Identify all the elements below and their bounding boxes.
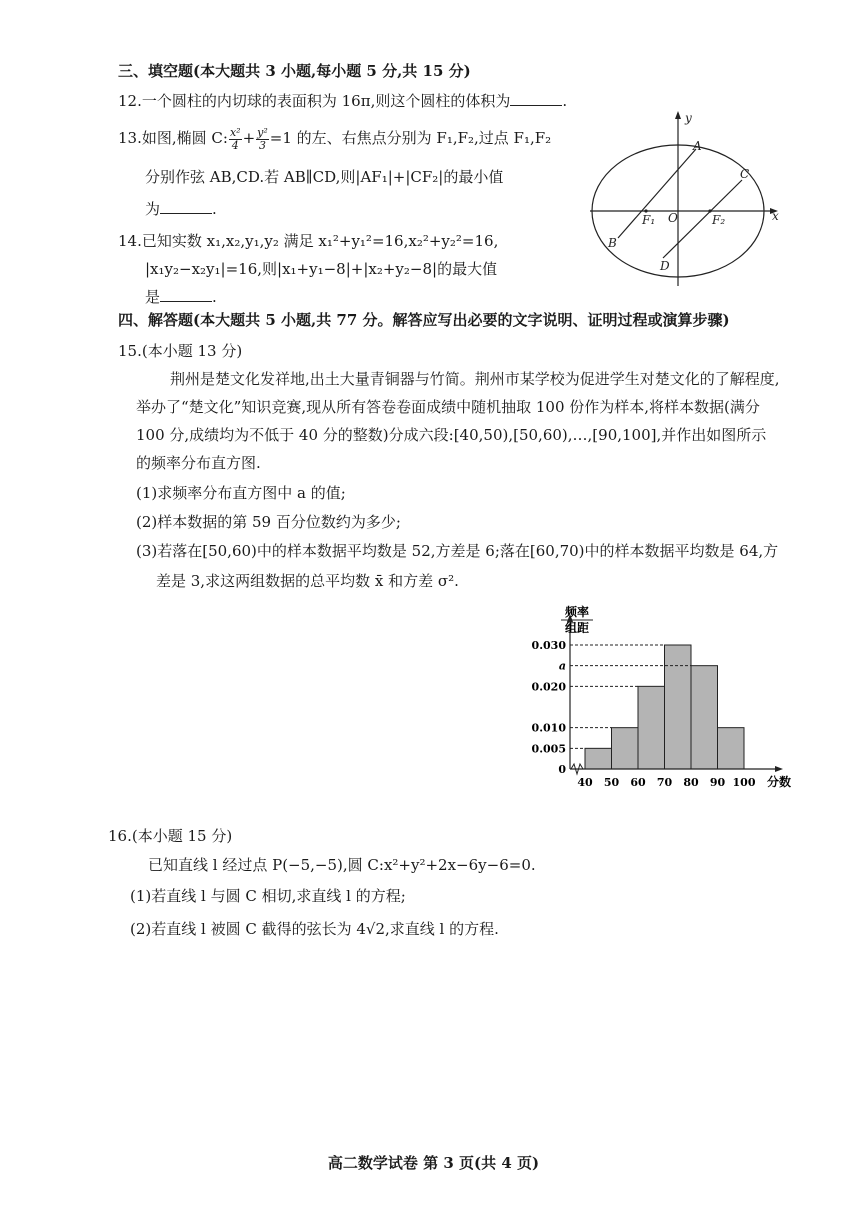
point-d-label: D <box>660 259 670 273</box>
x-tick-label: 40 <box>577 776 593 789</box>
question-12 <box>118 90 567 112</box>
x-tick-label: 60 <box>630 776 646 789</box>
histogram-bar <box>585 748 612 769</box>
point-a-label: A <box>693 139 702 153</box>
y-axis-label: y <box>685 111 692 125</box>
question-13-line2: 分别作弦 AB,CD.若 AB∥CD,则|AF₁|+|CF₂|的最小值 <box>145 168 504 186</box>
f1-label: F₁ <box>642 213 656 227</box>
histogram-bar <box>612 728 639 769</box>
page-footer: 高二数学试卷 第 3 页(共 4 页) <box>327 1154 540 1172</box>
q13-frac2 <box>256 127 269 152</box>
q13-frac2-den: 3 <box>258 138 266 152</box>
y-tick-label: 0.005 <box>531 742 566 756</box>
hist-x-axis-arrow <box>775 766 783 772</box>
hist-ylabel-top: 频率 <box>564 605 590 619</box>
q13-rest: =1 的左、右焦点分别为 F₁,F₂,过点 F₁,F₂ <box>269 129 552 147</box>
x-tick-label: 100 <box>732 776 756 789</box>
ellipse-figure <box>590 108 790 286</box>
origin-label: O <box>668 211 678 225</box>
q12-answer-blank <box>510 91 562 106</box>
y-tick-label: 0.010 <box>531 721 566 735</box>
q13-frac1 <box>229 127 242 152</box>
q15-sub3-cont: 差是 3,求这两组数据的总平均数 x̄ 和方差 σ². <box>156 572 459 590</box>
q15-para-line2: 举办了“楚文化”知识竞赛,现从所有答卷卷面成绩中随机抽取 100 份作为样本,将样本数据(满分 <box>136 398 760 416</box>
q12-text: 12.一个圆柱的内切球的表面积为 16π,则这个圆柱的体积为 <box>118 92 511 110</box>
q16-intro: 已知直线 l 经过点 P(−5,−5),圆 C:x²+y²+2x−6y−6=0. <box>148 856 536 874</box>
x-tick-label: 80 <box>683 776 699 789</box>
q15-sub2: (2)样本数据的第 59 百分位数约为多少; <box>136 513 401 531</box>
q15-head: 15.(本小题 13 分) <box>118 342 243 360</box>
y-tick-label: a <box>558 659 566 673</box>
y-tick-label: 0.020 <box>531 680 566 694</box>
q15-para-line3: 100 分,成绩均为不低于 40 分的整数)分成六段:[40,50),[50,60),…,[90,100],并作出如图所示 <box>136 426 767 444</box>
q15-sub1: (1)求频率分布直方图中 a 的值; <box>136 484 346 502</box>
section-4-header: 四、解答题(本大题共 5 小题,共 77 分。解答应写出必要的文字说明、证明过程或演算步骤) <box>118 311 730 329</box>
chord-ab <box>618 149 696 238</box>
f2-label: F₂ <box>712 213 726 227</box>
q12-end: . <box>562 92 568 110</box>
q16-head: 16.(本小题 15 分) <box>108 827 233 845</box>
question-13-line1 <box>118 123 551 153</box>
q13-answer-blank <box>160 199 212 214</box>
q13-line3-prefix: 为 <box>145 200 161 218</box>
question-14-line2: |x₁y₂−x₂y₁|=16,则|x₁+y₁−8|+|x₂+y₂−8|的最大值 <box>145 260 498 278</box>
q13-line3-end: . <box>212 200 217 218</box>
section-3-header: 三、填空题(本大题共 3 小题,每小题 5 分,共 15 分) <box>118 62 471 80</box>
x-tick-label: 50 <box>603 776 620 789</box>
q16-sub2: (2)若直线 l 被圆 C 截得的弦长为 4√2,求直线 l 的方程. <box>130 920 499 938</box>
q13-prefix: 13.如图,椭圆 C: <box>118 129 228 147</box>
hist-xlabel: 分数 <box>767 775 792 789</box>
point-b-label: B <box>608 236 617 250</box>
question-14-line3 <box>145 286 217 308</box>
q14-line3-end: . <box>212 288 217 306</box>
x-tick-label: 90 <box>709 776 726 789</box>
y-tick-label: 0.030 <box>531 639 566 652</box>
q13-frac2-num: y² <box>257 125 268 139</box>
q13-frac1-num: x² <box>229 125 241 139</box>
histogram-bar <box>691 666 718 769</box>
x-tick-label: 70 <box>656 776 673 789</box>
q16-sub1: (1)若直线 l 与圆 C 相切,求直线 l 的方程; <box>130 887 406 905</box>
question-14-line1: 14.已知实数 x₁,x₂,y₁,y₂ 满足 x₁²+y₁²=16,x₂²+y₂²=16, <box>118 232 499 250</box>
histogram-bar <box>718 728 745 769</box>
frequency-histogram <box>515 600 805 795</box>
q13-frac1-den: 4 <box>231 138 239 152</box>
q14-answer-blank <box>160 287 212 302</box>
q15-para-line4: 的频率分布直方图. <box>136 454 261 472</box>
y-axis-arrow <box>675 111 681 119</box>
y-tick-label: 0 <box>558 763 566 776</box>
q15-sub3: (3)若落在[50,60)中的样本数据平均数是 52,方差是 6;落在[60,70)中的样本数据平均数是 64,方 <box>136 542 779 560</box>
q14-line3-prefix: 是 <box>145 288 161 306</box>
hist-ylabel-bottom: 组距 <box>564 621 590 635</box>
q13-plus: + <box>242 129 256 147</box>
q15-para-line1: 荆州是楚文化发祥地,出土大量青铜器与竹简。荆州市某学校为促进学生对楚文化的了解程度, <box>170 370 780 388</box>
question-13-line3 <box>145 198 217 220</box>
point-c-label: C <box>740 167 750 181</box>
histogram-bar <box>638 686 665 769</box>
histogram-bar <box>665 645 692 769</box>
x-axis-label: x <box>772 209 779 223</box>
